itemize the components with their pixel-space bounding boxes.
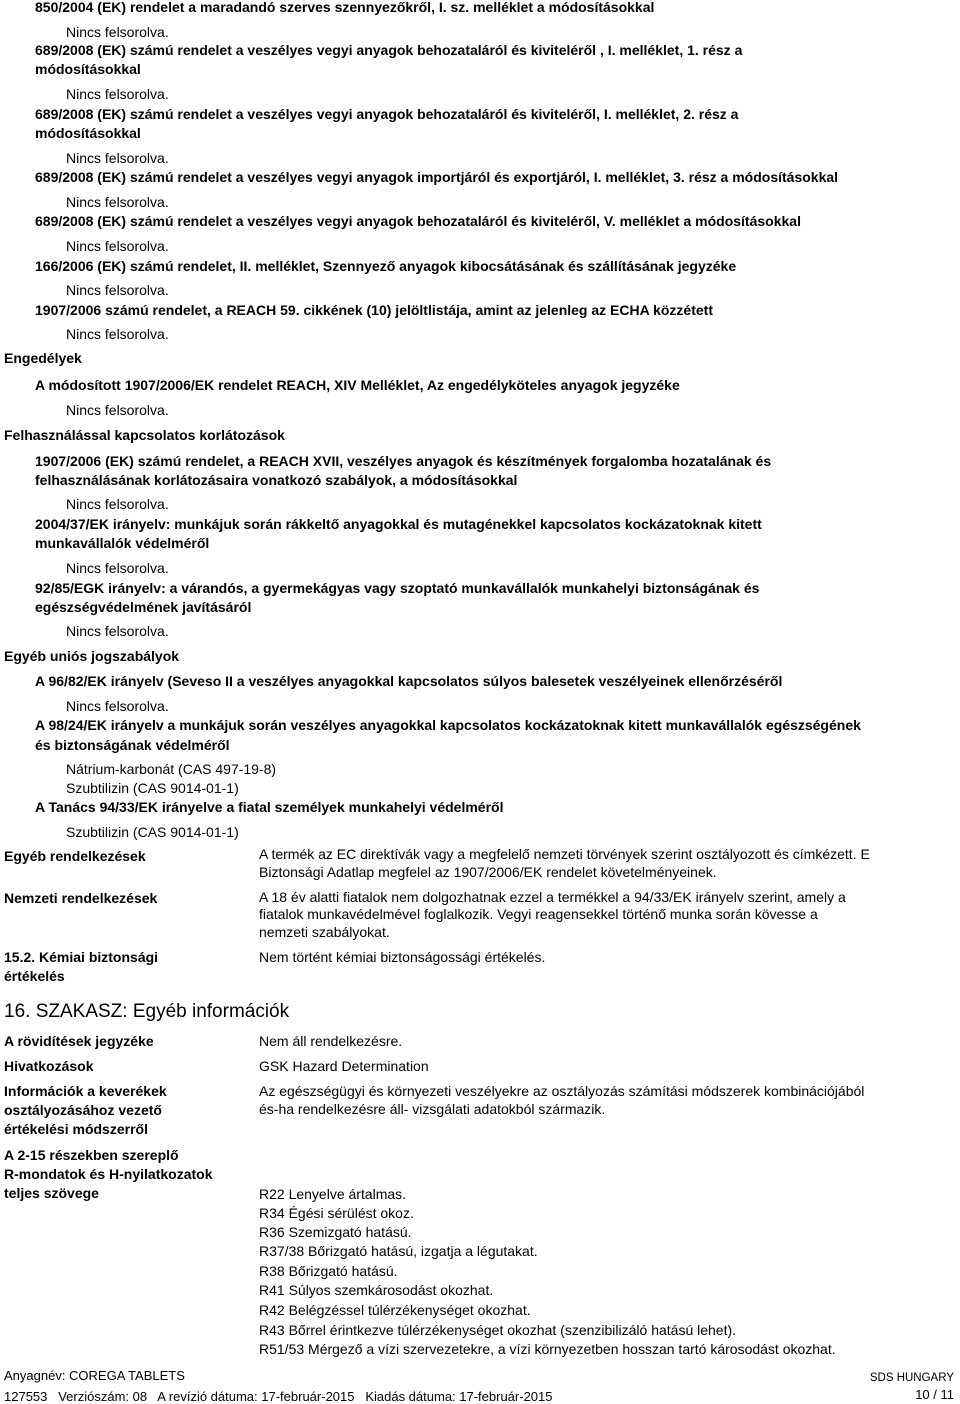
label-references: Hivatkozások [4, 1058, 94, 1074]
section-heading-restrictions: Felhasználással kapcsolatos korlátozások [4, 427, 285, 443]
label-chemical-safety: 15.2. Kémiai biztonsági [4, 949, 159, 965]
regulation-value: Nincs felsorolva. [66, 282, 169, 298]
label-abbreviations: A rövidítések jegyzéke [4, 1033, 154, 1049]
regulation-title: A 98/24/EK irányelv a munkájuk során veszélyes anyagokkal kapcsolatos kockázatoknak kitett munkavállalók egészségének [35, 717, 861, 733]
footer-page-number: 10 / 11 [915, 1387, 954, 1402]
r-phrase: R22 Lenyelve ártalmas. [259, 1186, 407, 1202]
regulation-title: A módosított 1907/2006/EK rendelet REACH, XIV Melléklet, Az engedélyköteles anyagok jegyzéke [35, 377, 680, 393]
regulation-value: Nincs felsorolva. [66, 150, 169, 166]
section-heading-other-eu: Egyéb uniós jogszabályok [4, 648, 180, 664]
regulation-title: 850/2004 (EK) rendelet a maradandó szerves szennyezőkről, I. sz. melléklet a módosításokkal [35, 0, 655, 15]
regulation-value: Nincs felsorolva. [66, 326, 169, 342]
regulation-value: Nincs felsorolva. [66, 86, 169, 102]
regulation-title-cont: munkavállalók védelméről [35, 535, 210, 551]
substance-value: Szubtilizin (CAS 9014-01-1) [66, 824, 239, 840]
r-phrase: R37/38 Bőrizgató hatású, izgatja a légutakat. [259, 1243, 538, 1259]
regulation-value: Nincs felsorolva. [66, 560, 169, 576]
regulation-value: Nincs felsorolva. [66, 194, 169, 210]
other-regulations-text: A termék az EC direktívák vagy a megfelelő nemzeti törvények szerint osztályozott és címkézett. E [259, 846, 870, 862]
regulation-title: 689/2008 (EK) számú rendelet a veszélyes vegyi anyagok importjáról és exportjáról, I. melléklet, 3. rész a módosításokkal [35, 169, 839, 185]
regulation-title-cont: egészségvédelmének javításáról [35, 599, 252, 615]
label-other-regulations: Egyéb rendelkezések [4, 848, 146, 864]
r-phrase: R36 Szemizgató hatású. [259, 1224, 412, 1240]
references-value: GSK Hazard Determination [259, 1058, 429, 1074]
r-phrase: R51/53 Mérgező a vízi szervezetekre, a vízi környezetben hosszan tartó károsodást okozhat. [259, 1341, 836, 1357]
regulation-title: A Tanács 94/33/EK irányelve a fiatal személyek munkahelyi védelméről [35, 799, 504, 815]
regulation-value: Nincs felsorolva. [66, 623, 169, 639]
regulation-title-cont: módosításokkal [35, 125, 141, 141]
label-chemical-safety-cont: értékelés [4, 968, 65, 984]
r-phrase: R38 Bőrizgató hatású. [259, 1263, 398, 1279]
label-national-regulations: Nemzeti rendelkezések [4, 890, 158, 906]
classification-method-text: Az egészségügyi és környezeti veszélyekre az osztályozás számítási módszerek kombinációjából [259, 1083, 865, 1099]
regulation-title: 166/2006 (EK) számú rendelet, II. melléklet, Szennyező anyagok kibocsátásának és szállításának jegyzéke [35, 258, 737, 274]
r-phrase: R34 Égési sérülést okoz. [259, 1205, 414, 1221]
label-classification-method: Információk a keverékek [4, 1083, 167, 1099]
substance-value: Nátrium-karbonát (CAS 497-19-8) [66, 761, 277, 777]
section-heading-authorisations: Engedélyek [4, 350, 82, 366]
regulation-title: 92/85/EGK irányelv: a várandós, a gyermekágyas vagy szoptató munkavállalók munkahelyi biztonságának és [35, 580, 760, 596]
national-regulations-text: A 18 év alatti fiatalok nem dolgozhatnak ezzel a termékkel a 94/33/EK irányelv szerint, amely a [259, 889, 846, 905]
label-r-phrases: A 2-15 részekben szereplő [4, 1147, 179, 1163]
label-r-phrases-cont: teljes szövege [4, 1185, 99, 1201]
national-regulations-text-cont: fiatalok munkavédelmével foglalkozik. Vegyi reagensekkel történő munka során kövesse a [259, 906, 818, 922]
regulation-title: 1907/2006 számú rendelet, a REACH 59. cikkének (10) jelöltlistája, amint az jelenleg az ECHA közzétett [35, 302, 713, 318]
national-regulations-text-cont: nemzeti szabályokat. [259, 924, 390, 940]
label-r-phrases-cont: R-mondatok és H-nyilatkozatok [4, 1166, 213, 1182]
regulation-value: Nincs felsorolva. [66, 402, 169, 418]
abbreviations-value: Nem áll rendelkezésre. [259, 1033, 403, 1049]
regulation-value: Nincs felsorolva. [66, 496, 169, 512]
regulation-title-cont: felhasználásának korlátozásaira vonatkozó szabályok, a módosításokkal [35, 472, 518, 488]
r-phrase: R42 Belégzéssel túlérzékenységet okozhat. [259, 1302, 531, 1318]
r-phrase: R41 Súlyos szemkárosodást okozhat. [259, 1282, 494, 1298]
regulation-title: 689/2008 (EK) számú rendelet a veszélyes vegyi anyagok behozataláról és kiviteléről, I. melléklet, 2. rész a [35, 106, 739, 122]
footer-document-meta: 127553 Verziószám: 08 A revízió dátuma: 17-február-2015 Kiadás dátuma: 17-február-2015 [4, 1389, 553, 1404]
regulation-value: Nincs felsorolva. [66, 238, 169, 254]
section-16-heading: 16. SZAKASZ: Egyéb információk [4, 1001, 290, 1022]
label-classification-method-cont: értékelési módszerről [4, 1121, 148, 1137]
regulation-title: A 96/82/EK irányelv (Seveso II a veszélyes anyagokkal kapcsolatos súlyos balesetek veszélyeinek ellenőrzéséről [35, 673, 783, 689]
label-classification-method-cont: osztályozásához vezető [4, 1102, 162, 1118]
footer-brand: SDS HUNGARY [869, 1372, 954, 1384]
regulation-title-cont: és biztonságának védelméről [35, 737, 230, 753]
regulation-title: 2004/37/EK irányelv: munkájuk során rákkeltő anyagokkal és mutagénekkel kapcsolatos kockázatoknak kitett [35, 516, 762, 532]
regulation-title: 689/2008 (EK) számú rendelet a veszélyes vegyi anyagok behozataláról és kiviteléről, V. melléklet a módosításokkal [35, 213, 801, 229]
regulation-title: 1907/2006 (EK) számú rendelet, a REACH XVII, veszélyes anyagok és készítmények forgalomba hozatalának és [35, 453, 772, 469]
other-regulations-text-cont: Biztonsági Adatlap megfelel az 1907/2006/EK rendelet követelményeinek. [259, 864, 717, 880]
regulation-title: 689/2008 (EK) számú rendelet a veszélyes vegyi anyagok behozataláról és kiviteléről , I. melléklet, 1. rész a [35, 42, 743, 58]
substance-value: Szubtilizin (CAS 9014-01-1) [66, 780, 239, 796]
chemical-safety-text: Nem történt kémiai biztonságossági értékelés. [259, 949, 546, 965]
footer-product-name: Anyagnév: COREGA TABLETS [4, 1368, 185, 1383]
regulation-title-cont: módosításokkal [35, 61, 141, 77]
classification-method-text-cont: és-ha rendelkezésre áll- vizsgálati adatokból származik. [259, 1101, 606, 1117]
regulation-value: Nincs felsorolva. [66, 24, 169, 40]
regulation-value: Nincs felsorolva. [66, 698, 169, 714]
r-phrase: R43 Bőrrel érintkezve túlérzékenységet okozhat (szenzibilizáló hatású lehet). [259, 1322, 737, 1338]
